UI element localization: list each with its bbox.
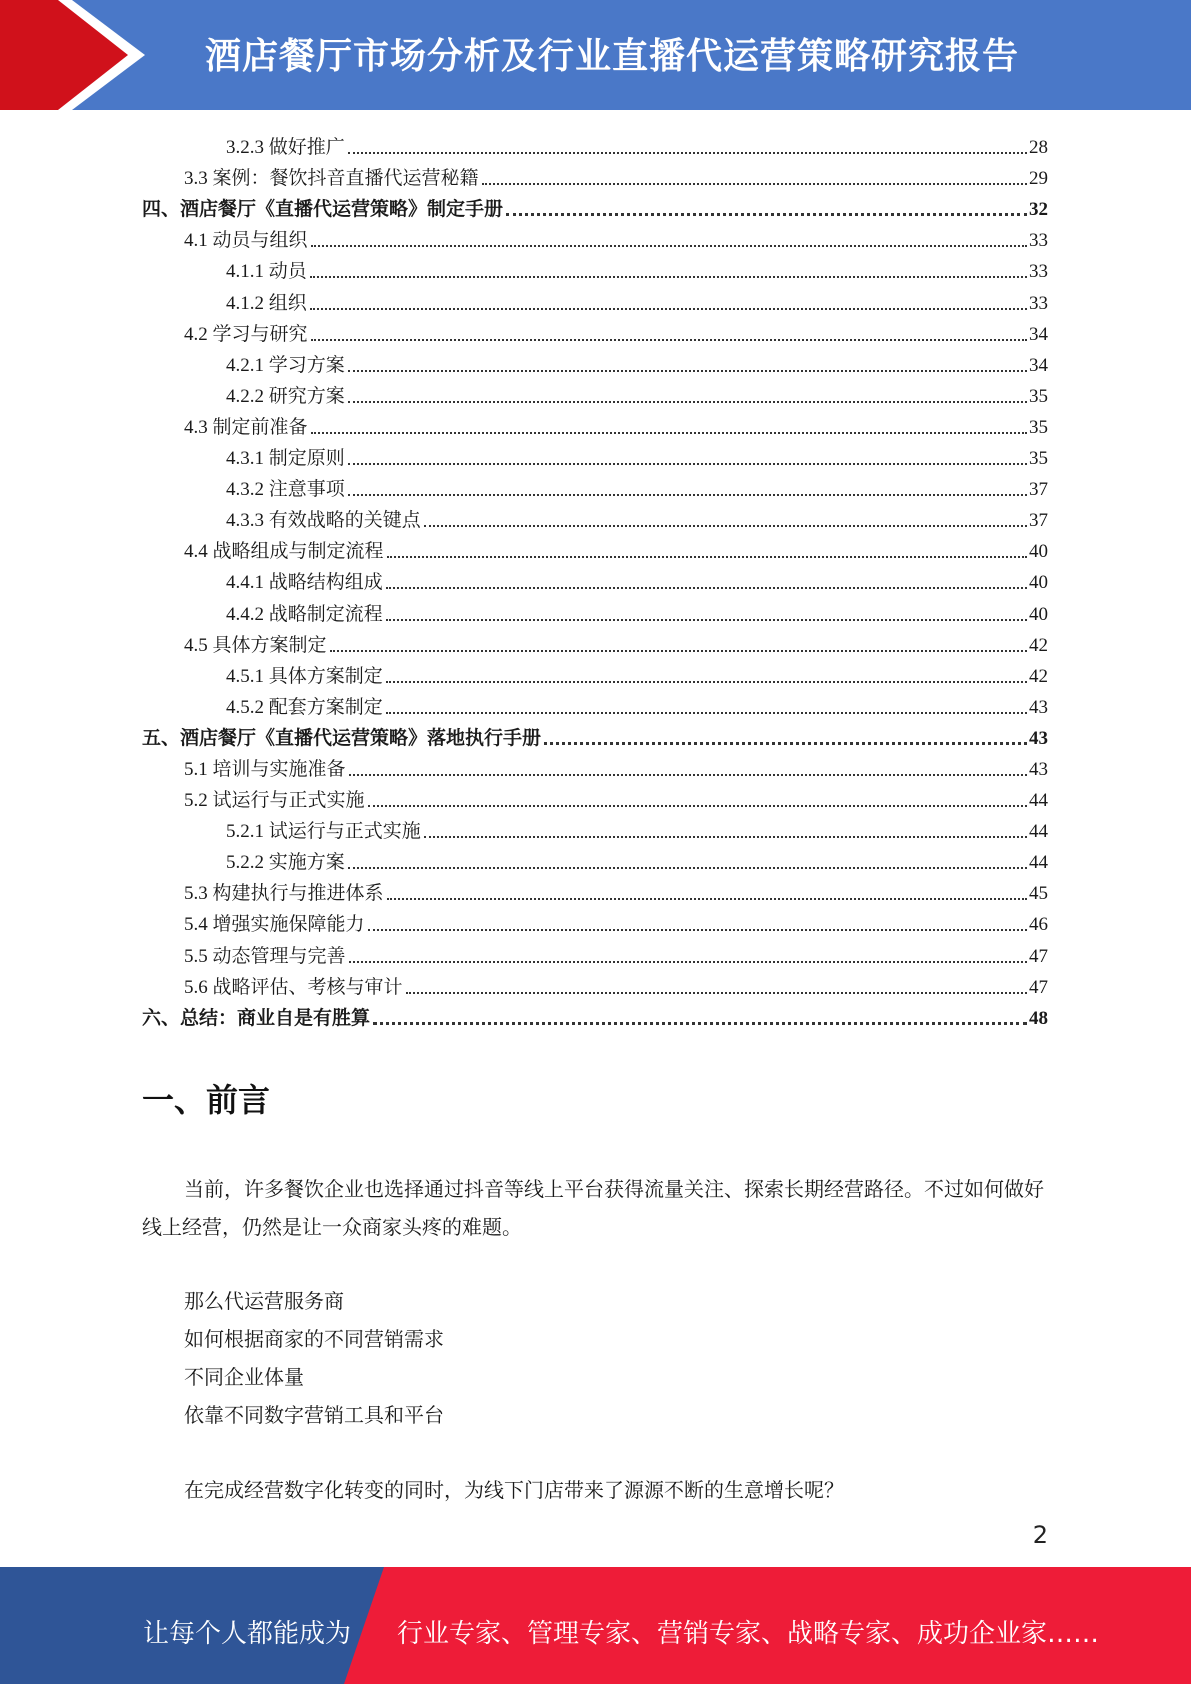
toc-entry-label: 4.5.1 具体方案制定: [226, 665, 383, 687]
toc-entry[interactable]: [142, 532, 1048, 563]
toc-entry-page: 28: [1029, 137, 1048, 159]
toc-entry-label: 4.5 具体方案制定: [184, 634, 327, 656]
toc-dot-leader: [311, 339, 1027, 341]
toc-entry-page: 42: [1029, 665, 1048, 687]
toc-entry-label: 4.1 动员与组织: [184, 230, 308, 252]
toc-dot-leader: [386, 587, 1027, 589]
toc-dot-leader: [386, 681, 1027, 683]
toc-entry[interactable]: [142, 843, 1048, 874]
toc-entry-page: 40: [1029, 572, 1048, 594]
toc-entry[interactable]: [142, 315, 1048, 346]
toc-dot-leader: [387, 898, 1027, 900]
toc-entry-page: 43: [1029, 696, 1048, 718]
toc-entry-page: 44: [1029, 821, 1048, 843]
toc-entry[interactable]: [142, 501, 1048, 532]
toc-dot-leader: [348, 152, 1027, 154]
toc-entry-label: 4.2.2 研究方案: [226, 385, 345, 407]
closing-question: 在完成经营数字化转变的同时，为线下门店带来了源源不断的生意增长呢？: [184, 1480, 844, 1502]
toc-entry-label: 5.5 动态管理与完善: [184, 945, 346, 967]
toc-entry-page: 35: [1029, 416, 1048, 438]
toc-entry-label: 4.3.2 注意事项: [226, 479, 345, 501]
toc-entry-label: 5.3 构建执行与推进体系: [184, 883, 384, 905]
toc-entry[interactable]: [142, 936, 1048, 967]
toc-dot-leader: [424, 836, 1027, 838]
toc-dot-leader: [368, 929, 1027, 931]
toc-entry-page: 43: [1029, 727, 1048, 749]
toc-entry-page: 44: [1029, 790, 1048, 812]
toc-entry-page: 33: [1029, 292, 1048, 314]
toc-entry-page: 34: [1029, 354, 1048, 376]
toc-entry[interactable]: [142, 781, 1048, 812]
toc-entry-page: 44: [1029, 852, 1048, 874]
toc-dot-leader: [348, 370, 1027, 372]
toc-entry[interactable]: [142, 688, 1048, 719]
toc-entry-label: 四、酒店餐厅《直播代运营策略》制定手册: [142, 199, 504, 221]
toc-entry-label: 五、酒店餐厅《直播代运营策略》落地执行手册: [142, 727, 542, 749]
toc-entry-label: 4.4.2 战略制定流程: [226, 603, 383, 625]
toc-dot-leader: [368, 805, 1027, 807]
toc-entry-page: 32: [1029, 199, 1048, 221]
toc-entry-label: 4.2.1 学习方案: [226, 354, 345, 376]
toc-entry-page: 35: [1029, 448, 1048, 470]
body-line: 依靠不同数字营销工具和平台: [184, 1405, 444, 1427]
toc-entry[interactable]: [142, 408, 1048, 439]
toc-entry-label: 3.2.3 做好推广: [226, 137, 345, 159]
toc-entry-page: 35: [1029, 385, 1048, 407]
toc-entry-page: 37: [1029, 510, 1048, 532]
table-of-contents: [142, 128, 1048, 1030]
toc-dot-leader: [311, 245, 1027, 247]
toc-entry-label: 5.2 试运行与正式实施: [184, 790, 365, 812]
toc-entry[interactable]: [142, 439, 1048, 470]
toc-entry[interactable]: [142, 719, 1048, 750]
toc-dot-leader: [311, 432, 1027, 434]
footer-slogan-right: 行业专家、管理专家、营销专家、战略专家、成功企业家……: [397, 1619, 1100, 1649]
body-line: 那么代运营服务商: [184, 1291, 344, 1313]
toc-entry-page: 47: [1029, 976, 1048, 998]
toc-dot-leader: [424, 525, 1027, 527]
toc-entry-page: 33: [1029, 261, 1048, 283]
toc-entry-label: 5.6 战略评估、考核与审计: [184, 976, 403, 998]
toc-dot-leader: [348, 401, 1027, 403]
toc-entry[interactable]: [142, 128, 1048, 159]
toc-entry[interactable]: [142, 252, 1048, 283]
toc-entry-page: 40: [1029, 541, 1048, 563]
toc-entry[interactable]: [142, 377, 1048, 408]
toc-dot-leader: [310, 276, 1027, 278]
toc-entry-label: 4.3.1 制定原则: [226, 448, 345, 470]
toc-entry-label: 5.1 培训与实施准备: [184, 758, 346, 780]
toc-dot-leader: [373, 1022, 1027, 1025]
toc-entry[interactable]: [142, 626, 1048, 657]
toc-entry[interactable]: [142, 905, 1048, 936]
toc-entry[interactable]: [142, 470, 1048, 501]
toc-entry-label: 3.3 案例：餐饮抖音直播代运营秘籍: [184, 168, 479, 190]
toc-entry-page: 37: [1029, 479, 1048, 501]
page-header: [0, 0, 1191, 110]
intro-paragraph: 当前，许多餐饮企业也选择通过抖音等线上平台获得流量关注、探索长期经营路径。不过如何做好线上经营，仍然是让一众商家头疼的难题。: [142, 1179, 1044, 1239]
toc-entry[interactable]: [142, 874, 1048, 905]
toc-entry[interactable]: [142, 283, 1048, 314]
toc-dot-leader: [386, 712, 1027, 714]
toc-entry[interactable]: [142, 190, 1048, 221]
section-heading: 一、前言: [142, 1081, 271, 1119]
body-line: 不同企业体量: [184, 1367, 304, 1389]
toc-entry[interactable]: [142, 221, 1048, 252]
toc-entry-label: 4.1.1 动员: [226, 261, 307, 283]
toc-entry[interactable]: [142, 750, 1048, 781]
toc-entry-label: 4.3 制定前准备: [184, 416, 308, 438]
toc-entry[interactable]: [142, 563, 1048, 594]
toc-entry-label: 5.4 增强实施保障能力: [184, 914, 365, 936]
toc-dot-leader: [387, 556, 1027, 558]
toc-dot-leader: [406, 992, 1027, 994]
toc-entry-page: 42: [1029, 634, 1048, 656]
body-line: 如何根据商家的不同营销需求: [184, 1329, 444, 1351]
toc-entry-label: 4.5.2 配套方案制定: [226, 696, 383, 718]
page-number: 2: [1032, 1521, 1048, 1549]
toc-entry[interactable]: [142, 968, 1048, 999]
toc-entry-label: 六、总结：商业自是有胜算: [142, 1007, 371, 1029]
toc-entry-label: 5.2.2 实施方案: [226, 852, 345, 874]
toc-entry-page: 33: [1029, 230, 1048, 252]
toc-entry-page: 46: [1029, 914, 1048, 936]
toc-entry-page: 45: [1029, 883, 1048, 905]
toc-dot-leader: [482, 183, 1027, 185]
toc-entry-label: 4.2 学习与研究: [184, 323, 308, 345]
toc-entry-label: 5.2.1 试运行与正式实施: [226, 821, 421, 843]
toc-dot-leader: [349, 961, 1027, 963]
toc-entry-page: 47: [1029, 945, 1048, 967]
toc-dot-leader: [506, 213, 1027, 216]
toc-entry[interactable]: [142, 999, 1048, 1030]
page-footer: [0, 1567, 1191, 1684]
footer-slogan-left: 让每个人都能成为: [143, 1619, 352, 1649]
toc-dot-leader: [330, 650, 1027, 652]
toc-entry-page: 29: [1029, 168, 1048, 190]
toc-dot-leader: [386, 619, 1027, 621]
toc-entry-page: 43: [1029, 758, 1048, 780]
toc-dot-leader: [310, 308, 1027, 310]
toc-entry-label: 4.4 战略组成与制定流程: [184, 541, 384, 563]
toc-dot-leader: [348, 463, 1027, 465]
toc-entry-page: 40: [1029, 603, 1048, 625]
toc-entry-label: 4.4.1 战略结构组成: [226, 572, 383, 594]
toc-entry[interactable]: [142, 346, 1048, 377]
toc-entry[interactable]: [142, 594, 1048, 625]
toc-dot-leader: [544, 742, 1027, 745]
toc-entry-label: 4.3.3 有效战略的关键点: [226, 510, 421, 532]
toc-dot-leader: [348, 494, 1027, 496]
toc-entry-page: 48: [1029, 1007, 1048, 1029]
toc-entry[interactable]: [142, 812, 1048, 843]
toc-dot-leader: [348, 867, 1027, 869]
report-title: 酒店餐厅市场分析及行业直播代运营策略研究报告: [205, 36, 1020, 77]
toc-entry-label: 4.1.2 组织: [226, 292, 307, 314]
toc-entry[interactable]: [142, 657, 1048, 688]
toc-entry[interactable]: [142, 159, 1048, 190]
toc-entry-page: 34: [1029, 323, 1048, 345]
toc-dot-leader: [349, 774, 1027, 776]
